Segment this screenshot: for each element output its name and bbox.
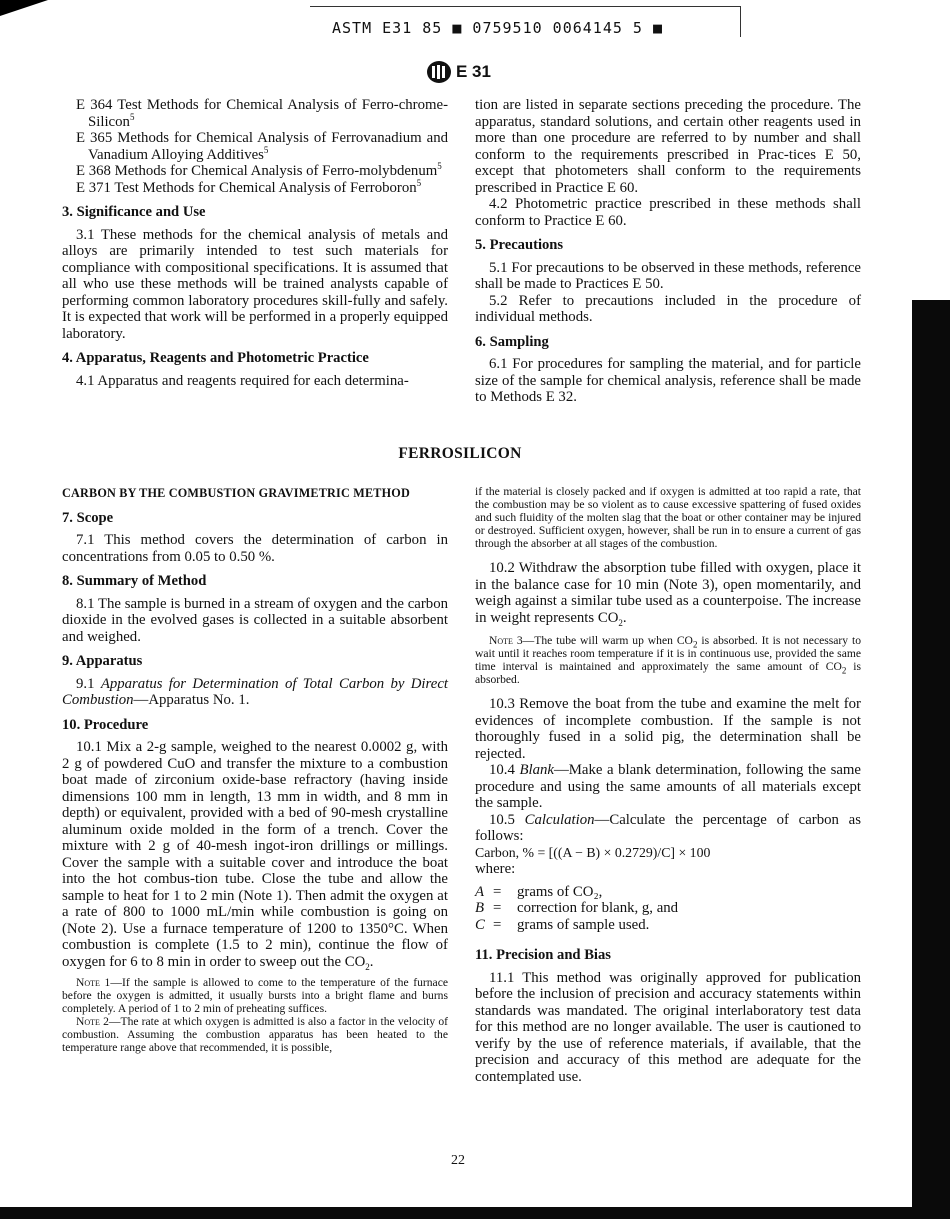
paragraph-10-3: 10.3 Remove the boat from the tube and examine the melt for evidences of incomplete combustion. If the sample is not thoroughly fused in a solid pig, the determination shall be rejected. — [475, 696, 861, 762]
paragraph-10-4: 10.4 Blank—Make a blank determination, following the same procedure and using the same amounts of all materials except the sample. — [475, 762, 861, 811]
carbon-formula: Carbon, % = [((A − B) × 0.2729)/C] × 100 — [475, 844, 711, 860]
standard-e364: E 364 Test Methods for Chemical Analysis of Ferro-chrome-Silicon$^5$ — [76, 97, 448, 130]
section-title: FERROSILICON — [398, 445, 522, 462]
definition-row: B = correction for blank, g, and — [475, 900, 679, 916]
paragraph-10-5: 10.5 Calculation—Calculate the percentage of carbon as follows: — [475, 811, 861, 844]
top-left-column — [62, 97, 448, 389]
astm-logo-icon — [426, 60, 452, 84]
page-header — [426, 60, 491, 84]
section-4-heading: 4. Apparatus, Reagents and Photometric Practice — [62, 350, 369, 366]
scan-corner-mark — [0, 0, 48, 16]
stamp-text: ASTM E31 85 ■ 0759510 0064145 5 ■ — [332, 19, 664, 37]
note-1: Note 1—If the sample is allowed to come to the temperature of the furnace before the oxygen is admitted, it usually bursts into a bright flame and burns completely. A period of 1 to 2 min of preheating suffices. — [62, 976, 448, 1015]
paragraph-4-2: 4.2 Photometric practice prescribed in these methods shall conform to Practice E 60. — [475, 196, 861, 229]
section-10-heading: 10. Procedure — [62, 716, 149, 733]
section-8-heading: 8. Summary of Method — [62, 573, 207, 589]
definition-row: A = grams of CO₂, — [475, 883, 603, 900]
note-2: Note 2—The rate at which oxygen is admitted is also a factor in the velocity of combustion. Assuming the combustion apparatus has been heated to the temperature range above that recommended, it is possible, — [62, 1015, 448, 1054]
variable-definitions — [475, 884, 861, 934]
paragraph-7-1: 7.1 This method covers the determination of carbon in concentrations from 0.05 to 0.50 %. — [62, 532, 448, 565]
paragraph-5-2: 5.2 Refer to precautions included in the procedure of individual methods. — [475, 292, 861, 325]
bottom-left-column — [62, 485, 448, 1054]
paragraph-5-1: 5.1 For precautions to be observed in these methods, reference shall be made to Practices E 50. — [475, 259, 861, 292]
paragraph-8-1: 8.1 The sample is burned in a stream of oxygen and the carbon dioxide in the evolved gases is collected in a suitable absorbent and weighed. — [62, 595, 448, 645]
note-3: Note 3—The tube will warm up when $CO_2$ is absorbed. It is not necessary to wait until it reaches room temperature if it is in continuous use, provided the same time interval is maintained and approximately the same amount of $CO_2$ is absorbed. — [475, 634, 862, 686]
paragraph-11-1: 11.1 This method was originally approved for publication before the inclusion of precision and accuracy statements within standards was mandated. The original interlaboratory test data for this method are no longer available. The user is cautioned to verify by the use of reference materials, if available, that the precision and accuracy of this method are adequate for the contemplated use. — [475, 969, 861, 1085]
bottom-right-column — [475, 485, 861, 1085]
section-7-heading: 7. Scope — [62, 509, 114, 526]
document-stamp — [310, 6, 741, 37]
top-right-column — [475, 97, 861, 406]
standard-e371: E 371 Test Methods for Chemical Analysis of Ferroboron$^5$ — [76, 177, 422, 196]
paragraph-4-1: 4.1 Apparatus and reagents required for each determina- — [76, 372, 409, 389]
where-label: where: — [475, 861, 516, 877]
section-9-heading: 9. Apparatus — [62, 653, 143, 669]
section-6-heading: 6. Sampling — [475, 333, 549, 350]
scan-bottom-edge — [0, 1207, 950, 1219]
scan-edge-shadow — [912, 300, 950, 1219]
paragraph-9-1: 9.1 Apparatus for Determination of Total Carbon by Direct Combustion—Apparatus No. 1. — [62, 675, 449, 708]
paragraph-10-1: 10.1 Mix a 2-g sample, weighed to the nearest 0.0002 g, with 2 g of powdered CuO and transfer the mixture to a combustion boat made of zirconium oxide-base refractory (having inside dimensions 100 mm in length, 13 mm in width, and 8 mm in depth) or equivalent, provided with a bed of 90-mesh crystalline aluminum oxide molded in the form of a trench. Cover the mixture with 2 g of 40-mesh ingot-iron drillings or millings. Cover the sample with a suitable cover and introduce the boat into the hot combus-tion tube. Close the tube and allow the sample to heat for 1 to 2 min (Note 1). Then admit the oxygen at a rate of 800 to 1000 mL/min while combustion is going on (Note 2). Use a furnace temperature of 1200 to 1350°C. When combustion is complete (1.5 to 2 min), continue the flow of oxygen for 6 to 8 min in order to sweep out the $CO_2$. — [62, 739, 448, 972]
paragraph-6-1: 6.1 For procedures for sampling the material, and for particle size of the sample for chemical analysis, reference shall be made to Methods E 32. — [475, 356, 861, 405]
standard-e368: E 368 Methods for Chemical Analysis of Ferro-molybdenum$^5$ — [76, 161, 442, 179]
designation: E 31 — [456, 62, 491, 81]
definition-row: C = grams of sample used. — [475, 916, 650, 933]
section-11-heading: 11. Precision and Bias — [475, 947, 611, 963]
method-title: CARBON BY THE COMBUSTION GRAVIMETRIC METHOD — [62, 486, 410, 500]
standard-e365: E 365 Methods for Chemical Analysis of Ferrovanadium and Vanadium Alloying Additives$^5$ — [76, 130, 448, 163]
paragraph-3-1: 3.1 These methods for the chemical analysis of metals and alloys are primarily intended to test such materials for compliance with compositional specifications. It is assumed that all who use these methods will be trained analysts capable of performing common laboratory procedures skill-fully and safely. It is expected that work will be performed in a properly equipped laboratory. — [62, 226, 448, 342]
referenced-standards — [62, 97, 448, 196]
paragraph-10-2: 10.2 Withdraw the absorption tube filled with oxygen, place it in the balance case for 10 min (Note 3), open momentarily, and weigh against a similar tube used as a counterpoise. The increase in weight represents $CO_2$. — [475, 560, 861, 628]
section-3-heading: 3. Significance and Use — [62, 204, 206, 220]
section-5-heading: 5. Precautions — [475, 237, 564, 253]
page-number: 22 — [451, 1153, 465, 1168]
paragraph-4-1-continued: tion are listed in separate sections preceding the procedure. The apparatus, standard solutions, and certain other reagents used in more than one procedure are referred to by number and shall conform to the requirements prescribed in Prac-tices E 50, except that photometers shall conform to the requirements prescribed in Practice E 60. — [475, 97, 861, 196]
note-2-continued: if the material is closely packed and if oxygen is admitted at too rapid a rate, that the combustion may be so violent as to cause excessive spattering of fused oxides and such fluidity of the molten slag that the boat or other container may be injured or destroyed. Sufficient oxygen, however, shall be run in to ensure a current of gas through the absorber at all stages of the combustion. — [475, 485, 861, 550]
